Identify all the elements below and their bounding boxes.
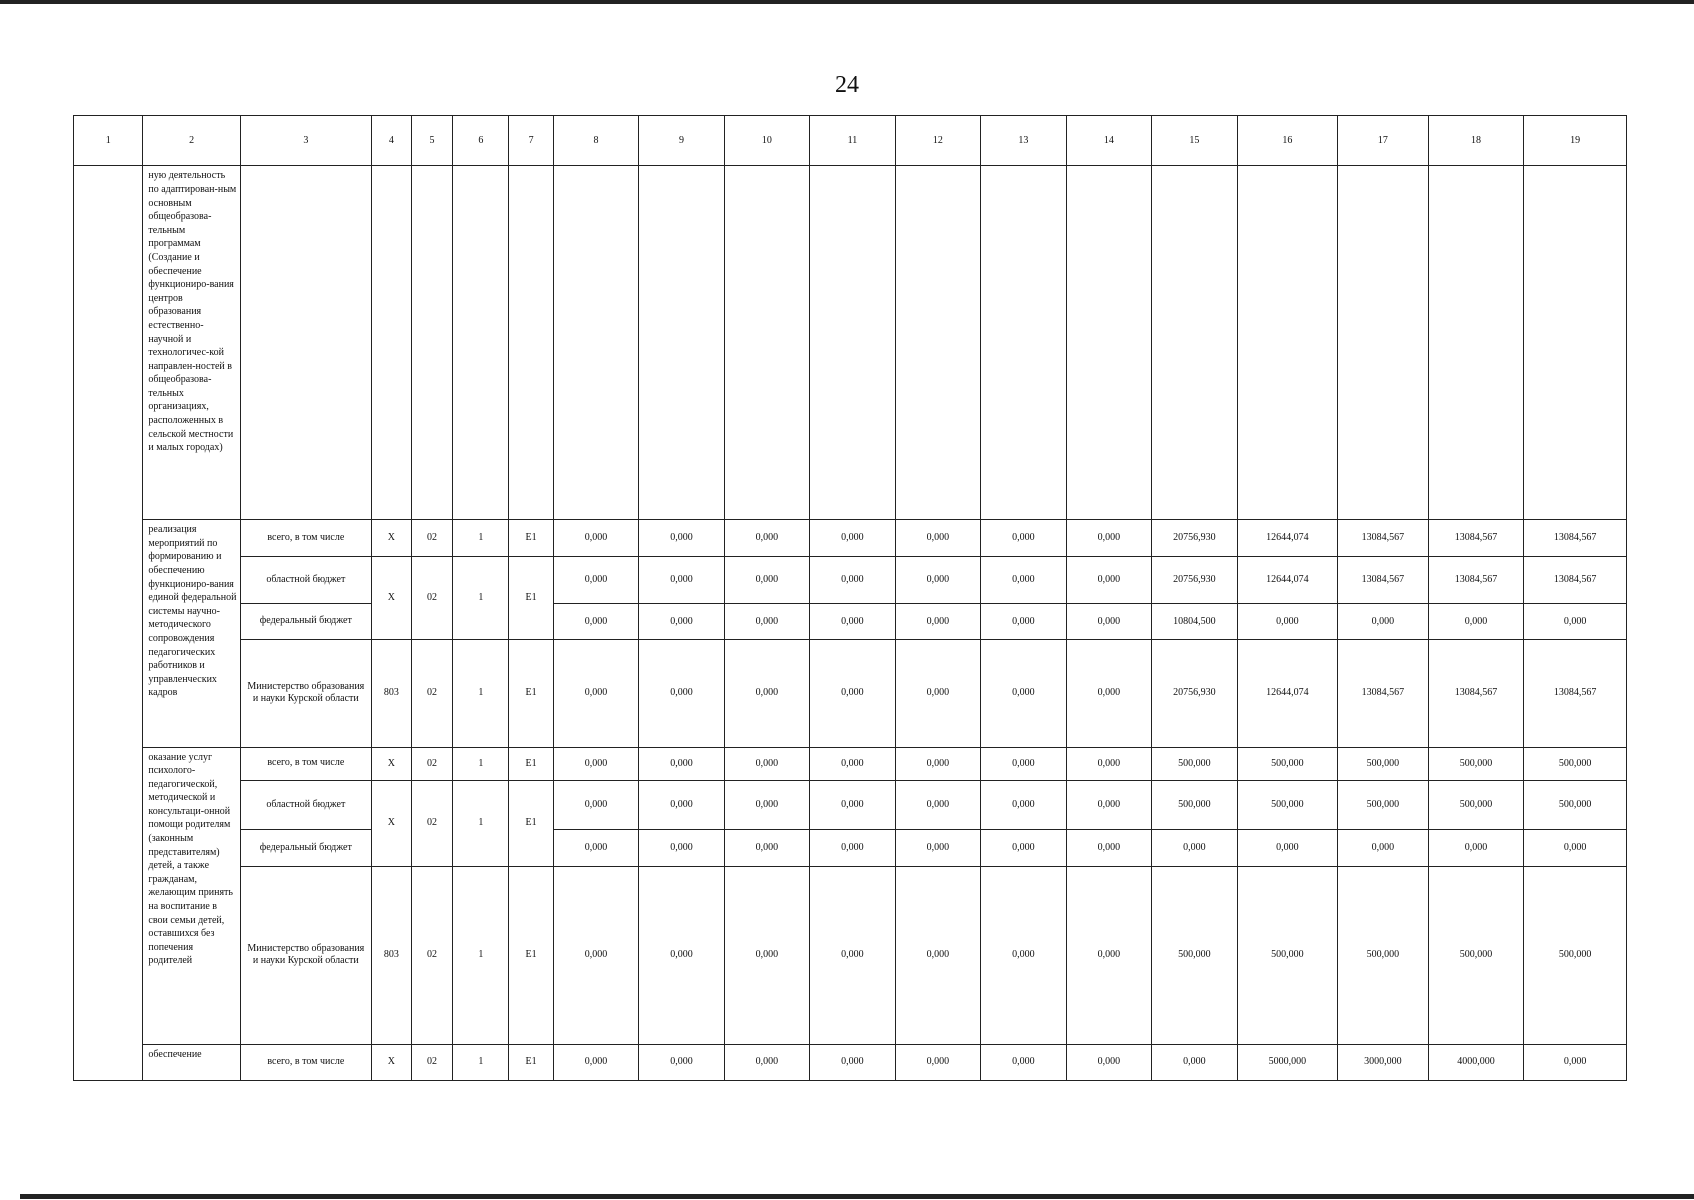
value-cell: 500,000 [1152,747,1237,780]
value-cell: 0,000 [553,556,638,603]
value-cell: 500,000 [1524,866,1627,1044]
code-cell: 02 [411,780,452,866]
empty-cell [240,166,371,520]
code-cell: E1 [509,640,553,747]
value-cell: 13084,567 [1428,556,1524,603]
measure-description: реализация мероприятий по формированию и обеспечению функциониро-вания единой федеральной системы научно-методического сопровождения педагогических работников и управленческих кадров [143,520,241,747]
value-cell: 0,000 [639,747,724,780]
empty-cell [639,166,724,520]
value-cell: 0,000 [1066,556,1151,603]
value-cell: 13084,567 [1428,520,1524,556]
value-cell: 0,000 [810,520,895,556]
column-number-cell: 4 [371,116,411,166]
value-cell: 0,000 [724,640,809,747]
column-number-cell: 2 [143,116,241,166]
value-cell: 500,000 [1152,866,1237,1044]
code-cell: 02 [411,1044,452,1081]
value-cell: 4000,000 [1428,1044,1524,1081]
value-cell: 0,000 [1428,603,1524,639]
value-cell: 0,000 [981,556,1066,603]
value-cell: 0,000 [810,1044,895,1081]
value-cell: 500,000 [1338,780,1429,829]
value-cell: 0,000 [1152,1044,1237,1081]
value-cell: 500,000 [1237,780,1338,829]
code-cell: 1 [453,520,509,556]
column-number-cell: 1 [74,116,143,166]
value-cell: 0,000 [1524,603,1627,639]
funding-source: областной бюджет [240,556,371,603]
value-cell: 0,000 [810,866,895,1044]
funding-source: федеральный бюджет [240,603,371,639]
continuation-description: ную деятельность по адаптирован-ным основным общеобразова-тельным программам (Создание и обеспечение функциониро-вания центров образования естественно-научной и технологичес-кой направлен-ностей в общеобразова-тельных организациях, расположенных в сельской местности и малых городах) [143,166,241,520]
value-cell: 13084,567 [1524,520,1627,556]
value-cell: 0,000 [553,780,638,829]
value-cell: 0,000 [724,780,809,829]
table-row [74,780,1627,829]
value-cell: 0,000 [1066,866,1151,1044]
value-cell: 0,000 [724,520,809,556]
code-cell: E1 [509,780,553,866]
code-cell: 1 [453,747,509,780]
empty-cell [371,166,411,520]
value-cell: 0,000 [1066,747,1151,780]
value-cell: 0,000 [981,747,1066,780]
code-cell: E1 [509,1044,553,1081]
value-cell: 0,000 [639,640,724,747]
code-cell: 1 [453,556,509,640]
value-cell: 0,000 [810,780,895,829]
value-cell: 500,000 [1338,866,1429,1044]
value-cell: 0,000 [1066,1044,1151,1081]
table-row [74,640,1627,747]
code-cell: X [371,520,411,556]
column-number-cell: 18 [1428,116,1524,166]
column-number-cell: 6 [453,116,509,166]
page-number: 24 [835,72,859,98]
value-cell: 13084,567 [1524,640,1627,747]
column-number-cell: 9 [639,116,724,166]
value-cell: 0,000 [1152,830,1237,866]
empty-cell [1428,166,1524,520]
value-cell: 0,000 [639,1044,724,1081]
value-cell: 0,000 [1066,520,1151,556]
value-cell: 0,000 [895,603,980,639]
value-cell: 0,000 [1237,603,1338,639]
value-cell: 0,000 [1524,1044,1627,1081]
value-cell: 0,000 [810,640,895,747]
value-cell: 0,000 [553,1044,638,1081]
value-cell: 3000,000 [1338,1044,1429,1081]
value-cell: 500,000 [1237,866,1338,1044]
table-row [74,520,1627,556]
value-cell: 0,000 [895,866,980,1044]
value-cell: 0,000 [724,556,809,603]
code-cell: 02 [411,866,452,1044]
funding-source: всего, в том числе [240,520,371,556]
empty-cell [810,166,895,520]
column-number-cell: 14 [1066,116,1151,166]
column-number-cell: 5 [411,116,452,166]
value-cell: 0,000 [1338,603,1429,639]
budget-table [73,115,1627,1081]
value-cell: 0,000 [1066,603,1151,639]
table-row [74,603,1627,639]
empty-cell [1524,166,1627,520]
column-number-cell: 7 [509,116,553,166]
value-cell: 0,000 [639,520,724,556]
value-cell: 500,000 [1428,747,1524,780]
value-cell: 0,000 [1338,830,1429,866]
header-row [74,116,1627,166]
column-number-cell: 8 [553,116,638,166]
code-cell: 1 [453,866,509,1044]
table-row [74,556,1627,603]
measure-description: обеспечение [143,1044,241,1081]
value-cell: 0,000 [895,520,980,556]
value-cell: 13084,567 [1524,556,1627,603]
column-number-cell: 15 [1152,116,1237,166]
code-cell: X [371,747,411,780]
value-cell: 0,000 [639,830,724,866]
value-cell: 0,000 [981,520,1066,556]
value-cell: 0,000 [810,603,895,639]
table-row [74,747,1627,780]
value-cell: 0,000 [981,640,1066,747]
value-cell: 0,000 [724,603,809,639]
value-cell: 0,000 [981,830,1066,866]
value-cell: 0,000 [895,747,980,780]
value-cell: 500,000 [1428,780,1524,829]
value-cell: 0,000 [553,603,638,639]
column-number-cell: 3 [240,116,371,166]
value-cell: 500,000 [1428,866,1524,1044]
funding-source: федеральный бюджет [240,830,371,866]
value-cell: 20756,930 [1152,556,1237,603]
code-cell: 1 [453,640,509,747]
value-cell: 0,000 [724,866,809,1044]
value-cell: 0,000 [895,640,980,747]
value-cell: 12644,074 [1237,640,1338,747]
value-cell: 10804,500 [1152,603,1237,639]
column-number-cell: 10 [724,116,809,166]
empty-cell [1338,166,1429,520]
empty-cell [724,166,809,520]
table-row [74,830,1627,866]
value-cell: 0,000 [553,866,638,1044]
empty-cell [895,166,980,520]
code-cell: X [371,1044,411,1081]
value-cell: 0,000 [639,780,724,829]
value-cell: 0,000 [981,603,1066,639]
value-cell: 12644,074 [1237,556,1338,603]
value-cell: 0,000 [895,1044,980,1081]
column-number-cell: 11 [810,116,895,166]
empty-cell [981,166,1066,520]
empty-cell [553,166,638,520]
value-cell: 0,000 [810,556,895,603]
funding-source: областной бюджет [240,780,371,829]
column-number-cell: 16 [1237,116,1338,166]
empty-cell [1066,166,1151,520]
value-cell: 0,000 [553,830,638,866]
code-cell: 02 [411,556,452,640]
value-cell: 5000,000 [1237,1044,1338,1081]
code-cell: X [371,780,411,866]
code-cell: 02 [411,520,452,556]
empty-cell [509,166,553,520]
code-cell: E1 [509,747,553,780]
value-cell: 0,000 [553,520,638,556]
value-cell: 500,000 [1152,780,1237,829]
code-cell: X [371,556,411,640]
value-cell: 0,000 [724,747,809,780]
value-cell: 13084,567 [1338,520,1429,556]
value-cell: 0,000 [1428,830,1524,866]
value-cell: 20756,930 [1152,640,1237,747]
row-index-cell [74,166,143,1081]
empty-cell [411,166,452,520]
value-cell: 0,000 [981,780,1066,829]
value-cell: 0,000 [810,747,895,780]
value-cell: 13084,567 [1338,640,1429,747]
value-cell: 20756,930 [1152,520,1237,556]
value-cell: 0,000 [1237,830,1338,866]
continuation-row [74,166,1627,520]
column-number-cell: 13 [981,116,1066,166]
code-cell: E1 [509,866,553,1044]
value-cell: 0,000 [724,1044,809,1081]
empty-cell [1152,166,1237,520]
measure-description: оказание услуг психолого-педагогической, методической и консультаци-онной помощи родителям (законным представителям) детей, а также гражданам, желающим принять на воспитание в свои семьи детей, оставшихся без попечения родителей [143,747,241,1044]
value-cell: 0,000 [639,556,724,603]
value-cell: 13084,567 [1428,640,1524,747]
value-cell: 0,000 [639,866,724,1044]
value-cell: 500,000 [1524,780,1627,829]
column-number-cell: 17 [1338,116,1429,166]
funding-source: Министерство образования и науки Курской области [240,640,371,747]
value-cell: 0,000 [553,747,638,780]
column-number-cell: 12 [895,116,980,166]
column-number-cell: 19 [1524,116,1627,166]
value-cell: 0,000 [1066,830,1151,866]
code-cell: E1 [509,520,553,556]
value-cell: 0,000 [895,556,980,603]
code-cell: E1 [509,556,553,640]
code-cell: 803 [371,640,411,747]
funding-source: всего, в том числе [240,1044,371,1081]
code-cell: 1 [453,1044,509,1081]
value-cell: 0,000 [1066,780,1151,829]
value-cell: 0,000 [724,830,809,866]
value-cell: 500,000 [1524,747,1627,780]
code-cell: 02 [411,747,452,780]
funding-source: всего, в том числе [240,747,371,780]
table-row [74,1044,1627,1081]
scan-top-border [0,0,1694,4]
value-cell: 12644,074 [1237,520,1338,556]
value-cell: 0,000 [895,780,980,829]
code-cell: 02 [411,640,452,747]
value-cell: 0,000 [810,830,895,866]
value-cell: 0,000 [895,830,980,866]
code-cell: 803 [371,866,411,1044]
value-cell: 500,000 [1237,747,1338,780]
value-cell: 0,000 [553,640,638,747]
value-cell: 0,000 [981,1044,1066,1081]
value-cell: 0,000 [1524,830,1627,866]
value-cell: 0,000 [639,603,724,639]
empty-cell [1237,166,1338,520]
scan-bottom-border [20,1194,1694,1199]
funding-source: Министерство образования и науки Курской области [240,866,371,1044]
table-row [74,866,1627,1044]
value-cell: 13084,567 [1338,556,1429,603]
code-cell: 1 [453,780,509,866]
value-cell: 0,000 [981,866,1066,1044]
value-cell: 0,000 [1066,640,1151,747]
empty-cell [453,166,509,520]
value-cell: 500,000 [1338,747,1429,780]
